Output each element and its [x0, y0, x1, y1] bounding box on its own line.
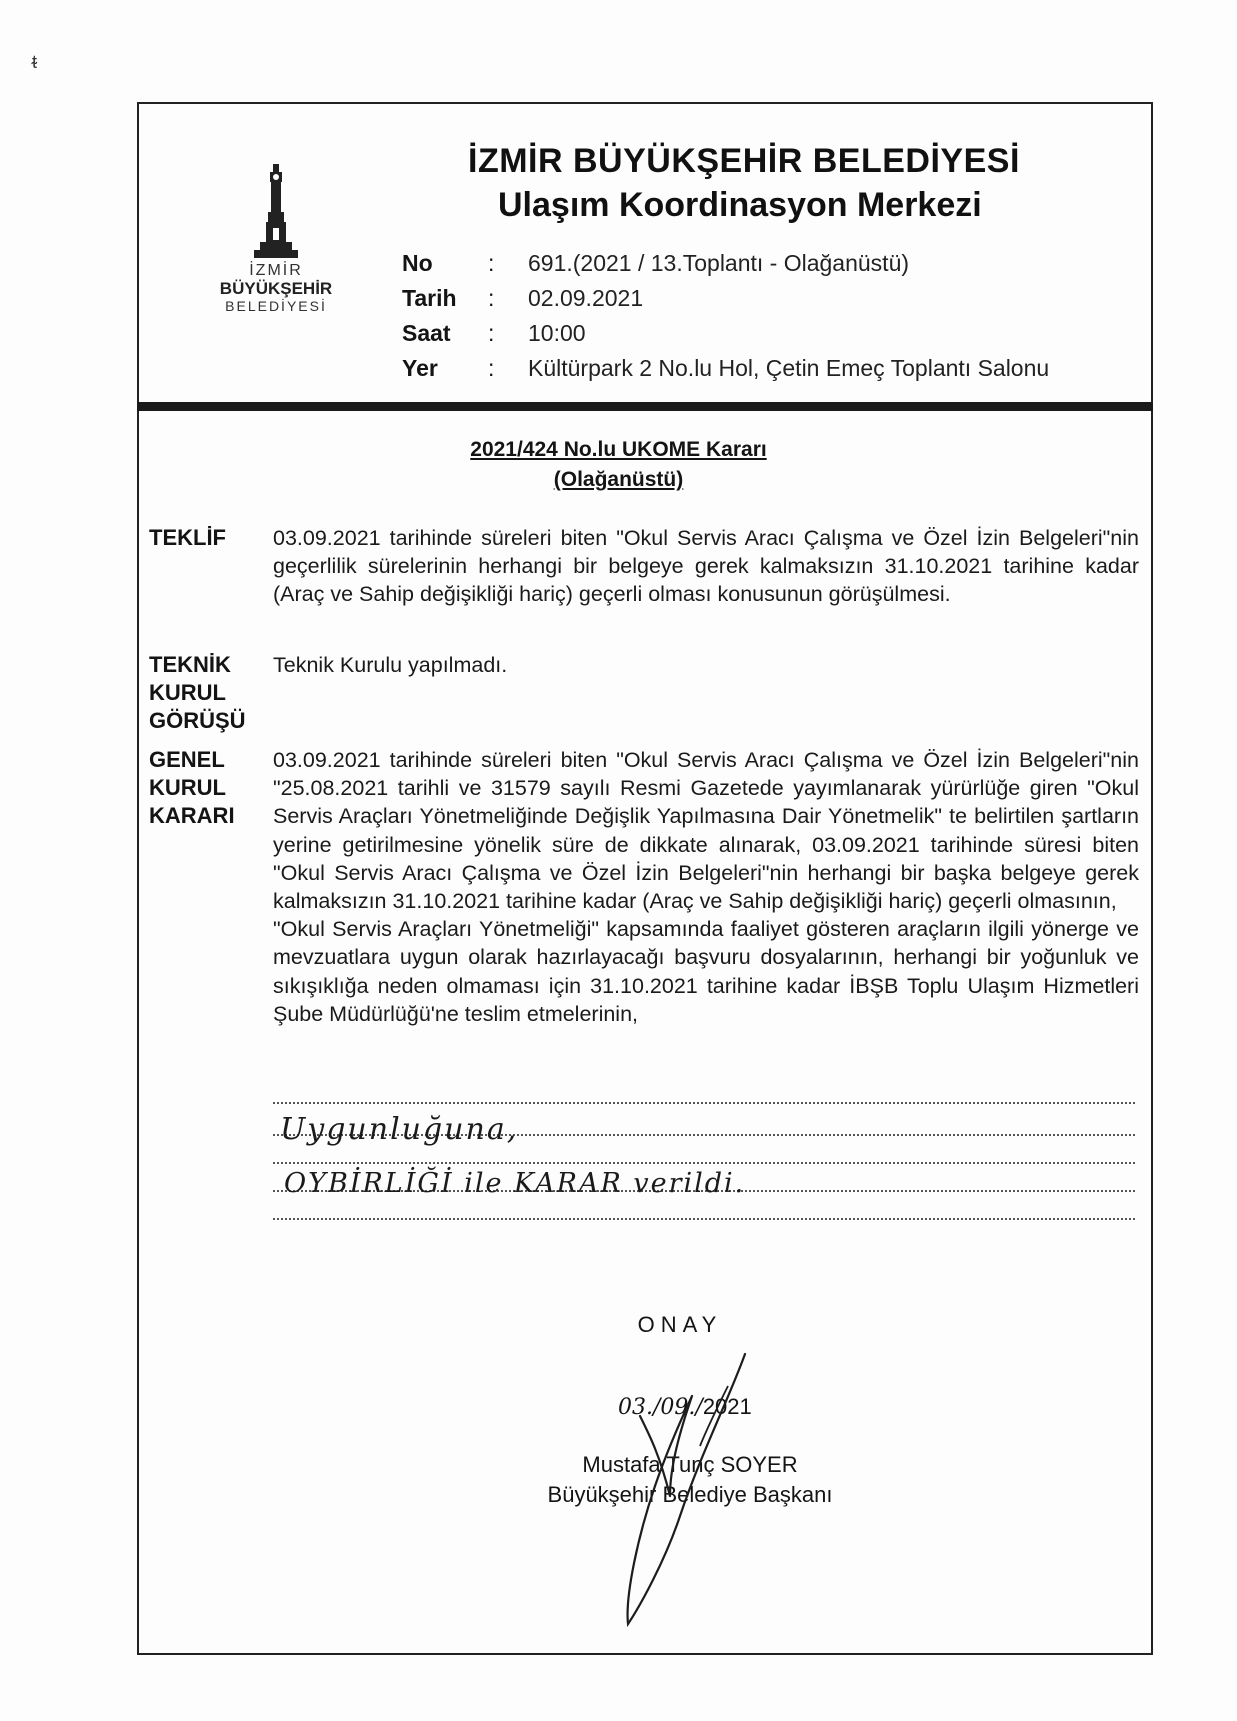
- decision-title: 2021/424 No.lu UKOME Kararı: [470, 438, 767, 461]
- meta-colon: :: [488, 320, 495, 346]
- meta-label: Tarih: [402, 285, 457, 311]
- dotted-line: [273, 1160, 1135, 1164]
- teklif-label: TEKLİF: [149, 525, 226, 550]
- handwritten-oybirligi: OYBİRLİĞİ ile KARAR verildi.: [284, 1168, 746, 1199]
- genel-paragraph-1: 03.09.2021 tarihinde süreleri biten "Okul Servis Aracı Çalışma ve Özel İzin Belgeleri"nin "25.08.2021 tarihli ve 31579 sayılı Resmi Gazetede yayımlanarak yürürlüğe giren "Okul Servis Araçları Yönetmeliğinde Değişlik Yapılmasına Dair Yönetmelik" te belirtilen şartların yerine getirilmesine yönelik süre de dikkate alınarak, 03.09.2021 tarihinde süresi biten "Okul Servis Aracı Çalışma ve Özel İzin Belgeleri"nin herhangi bir başka belgeye gerek kalmaksızın 31.10.2021 tarihine kadar (Araç ve Sahip değişikliği hariç) geçerli olmasının,: [273, 748, 1139, 914]
- genel-label: [149, 746, 259, 830]
- meta-value: 691.(2021 / 13.Toplantı - Olağanüstü): [528, 250, 910, 276]
- teknik-label: [149, 651, 259, 735]
- meta-label: Saat: [402, 320, 451, 346]
- genel-label-line: KURUL: [149, 775, 226, 800]
- meta-colon: :: [488, 285, 495, 311]
- dotted-line: [273, 1100, 1135, 1104]
- genel-label-line: GENEL: [149, 747, 225, 772]
- logo-line-1: İZMİR: [249, 262, 303, 279]
- page-title: İZMİR BÜYÜKŞEHİR BELEDİYESİ: [468, 142, 1020, 180]
- meta-row-yer: [402, 351, 1049, 386]
- meta-colon: :: [488, 250, 495, 276]
- meta-value: Kültürpark 2 No.lu Hol, Çetin Emeç Toplantı Salonu: [528, 355, 1050, 381]
- genel-text: [273, 746, 1139, 1028]
- signer-title: Büyükşehir Belediye Başkanı: [547, 1482, 833, 1507]
- izmir-logo: [196, 162, 356, 322]
- teknik-paragraph: Teknik Kurulu yapılmadı.: [273, 653, 508, 677]
- dotted-line: [273, 1216, 1135, 1220]
- corner-mark: ᵵ: [32, 52, 38, 72]
- decision-subtitle: (Olağanüstü): [553, 468, 684, 491]
- teknik-label-line: GÖRÜŞÜ: [149, 708, 246, 733]
- teklif-text: [273, 524, 1139, 609]
- signer-name: Mustafa Tunç SOYER: [582, 1452, 798, 1477]
- meta-row-saat: [402, 316, 1049, 351]
- approval-date-handwritten: 03./09./: [618, 1395, 703, 1420]
- meta-row-tarih: [402, 281, 1049, 316]
- approval-date-year: 2021: [702, 1394, 752, 1419]
- approval-label: ONAY: [637, 1312, 723, 1337]
- meta-label: No: [402, 250, 433, 276]
- signature-mark: [600, 1346, 760, 1636]
- genel-label-line: KARARI: [149, 803, 235, 828]
- teknik-label-line: KURUL: [149, 680, 226, 705]
- teknik-label-line: TEKNİK: [149, 652, 231, 677]
- meta-label: Yer: [402, 355, 438, 381]
- clock-tower-icon: [246, 162, 306, 262]
- genel-paragraph-2: "Okul Servis Araçları Yönetmeliği" kapsamında faaliyet gösteren araçların ilgili yönerge ve mevzuatlara uygun olarak hazırlayacağı başvuru dosyalarının, herhangi bir yoğunluk ve sıkışıklığa neden olmaması için 31.10.2021 tarihine kadar İBŞB Toplu Ulaşım Hizmetleri Şube Müdürlüğü'ne teslim etmelerinin,: [273, 917, 1139, 1026]
- meta-value: 02.09.2021: [528, 285, 644, 311]
- logo-line-2: BÜYÜKŞEHİR: [219, 279, 333, 298]
- meeting-meta: [402, 246, 1049, 386]
- meta-colon: :: [488, 355, 495, 381]
- teklif-paragraph: 03.09.2021 tarihinde süreleri biten "Okul Servis Aracı Çalışma ve Özel İzin Belgeleri"nin geçerlilik sürelerinin herhangi bir belgeye gerek kalmaksızın 31.10.2021 tarihine kadar (Araç ve Sahip değişikliği hariç) geçerli olması konusunun görüşülmesi.: [273, 526, 1139, 607]
- header-divider: [137, 402, 1153, 411]
- handwritten-uygunluguna: Uygunluğuna,: [280, 1112, 519, 1147]
- logo-line-3: BELEDİYESİ: [225, 298, 327, 314]
- meta-value: 10:00: [528, 320, 586, 346]
- teknik-text: [273, 651, 1139, 679]
- page-subtitle: Ulaşım Koordinasyon Merkezi: [498, 186, 982, 224]
- meta-row-no: [402, 246, 1049, 281]
